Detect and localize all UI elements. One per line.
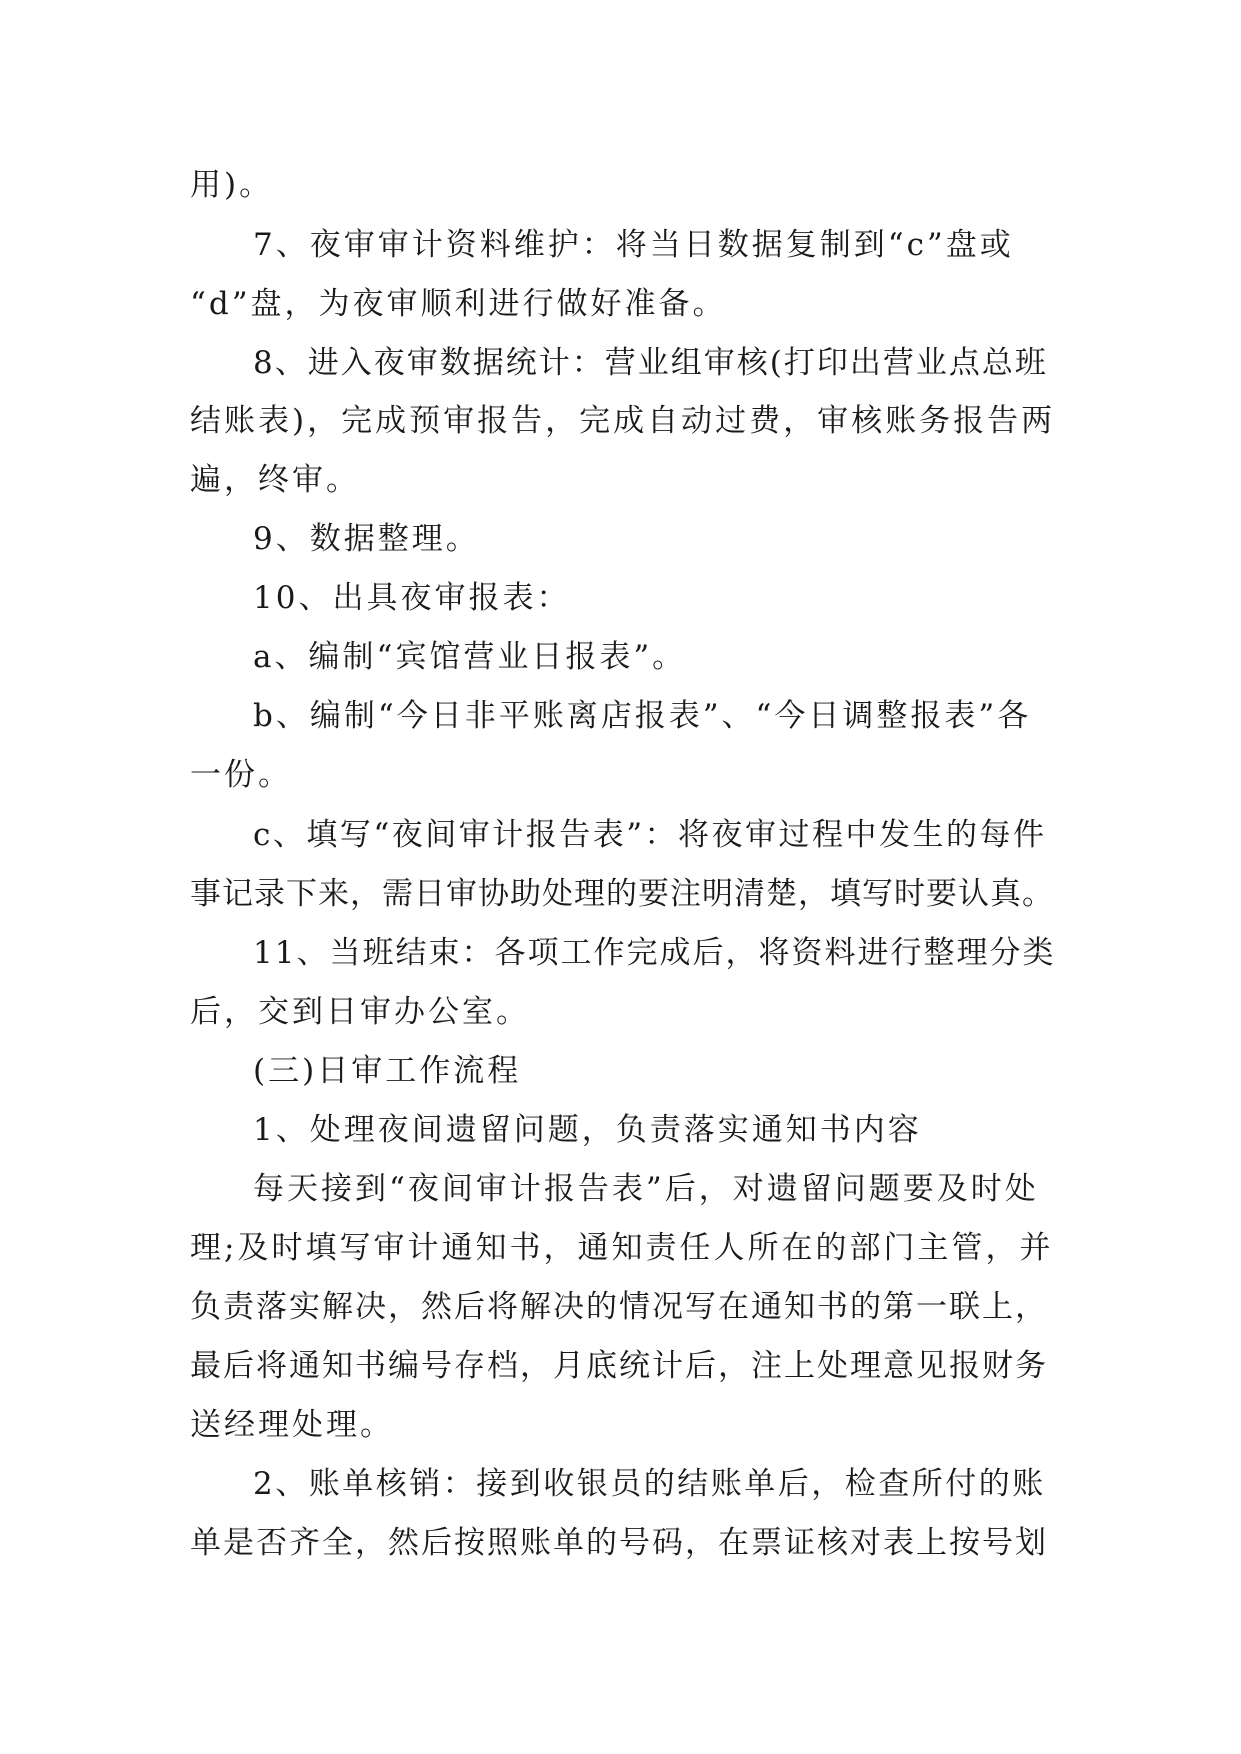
text-line: 负责落实解决，然后将解决的情况写在通知书的第一联上， [190, 1289, 1048, 1325]
text-line: 2、账单核销：接到收银员的结账单后，检查所付的账 [253, 1466, 1046, 1502]
text-line: 8、进入夜审数据统计：营业组审核(打印出营业点总班 [253, 345, 1048, 381]
text-line: “d”盘，为夜审顺利进行做好准备。 [190, 286, 727, 322]
text-line: 后，交到日审办公室。 [190, 994, 530, 1030]
text-line: 事记录下来，需日审协助处理的要注明清楚，填写时要认真。 [190, 876, 1054, 912]
text-line: 1、处理夜间遗留问题，负责落实通知书内容 [253, 1112, 922, 1148]
text-line: 理;及时填写审计通知书，通知责任人所在的部门主管，并 [190, 1230, 1054, 1266]
text-line: 10、出具夜审报表： [253, 580, 571, 616]
text-line: 单是否齐全，然后按照账单的号码，在票证核对表上按号划 [190, 1525, 1048, 1561]
section-heading: (三)日审工作流程 [253, 1053, 522, 1089]
text-line: 送经理处理。 [190, 1407, 394, 1443]
text-line: c、填写“夜间审计报告表”：将夜审过程中发生的每件 [253, 817, 1047, 853]
text-line: b、编制“今日非平账离店报表”、“今日调整报表”各 [253, 698, 1032, 734]
text-line: 11、当班结束：各项工作完成后，将资料进行整理分类 [253, 935, 1056, 971]
text-line: 最后将通知书编号存档，月底统计后，注上处理意见报财务 [190, 1348, 1048, 1384]
text-line: 遍，终审。 [190, 462, 360, 498]
text-line: 每天接到“夜间审计报告表”后，对遗留问题要及时处 [253, 1171, 1039, 1207]
text-line: 7、夜审审计资料维护：将当日数据复制到“c”盘或 [253, 227, 1014, 263]
text-line: 一份。 [190, 757, 292, 793]
text-line: a、编制“宾馆营业日报表”。 [253, 639, 687, 675]
text-line: 结账表)，完成预审报告，完成自动过费，审核账务报告两 [190, 403, 1056, 439]
text-line: 9、数据整理。 [253, 521, 480, 557]
text-line: 用)。 [190, 167, 274, 203]
